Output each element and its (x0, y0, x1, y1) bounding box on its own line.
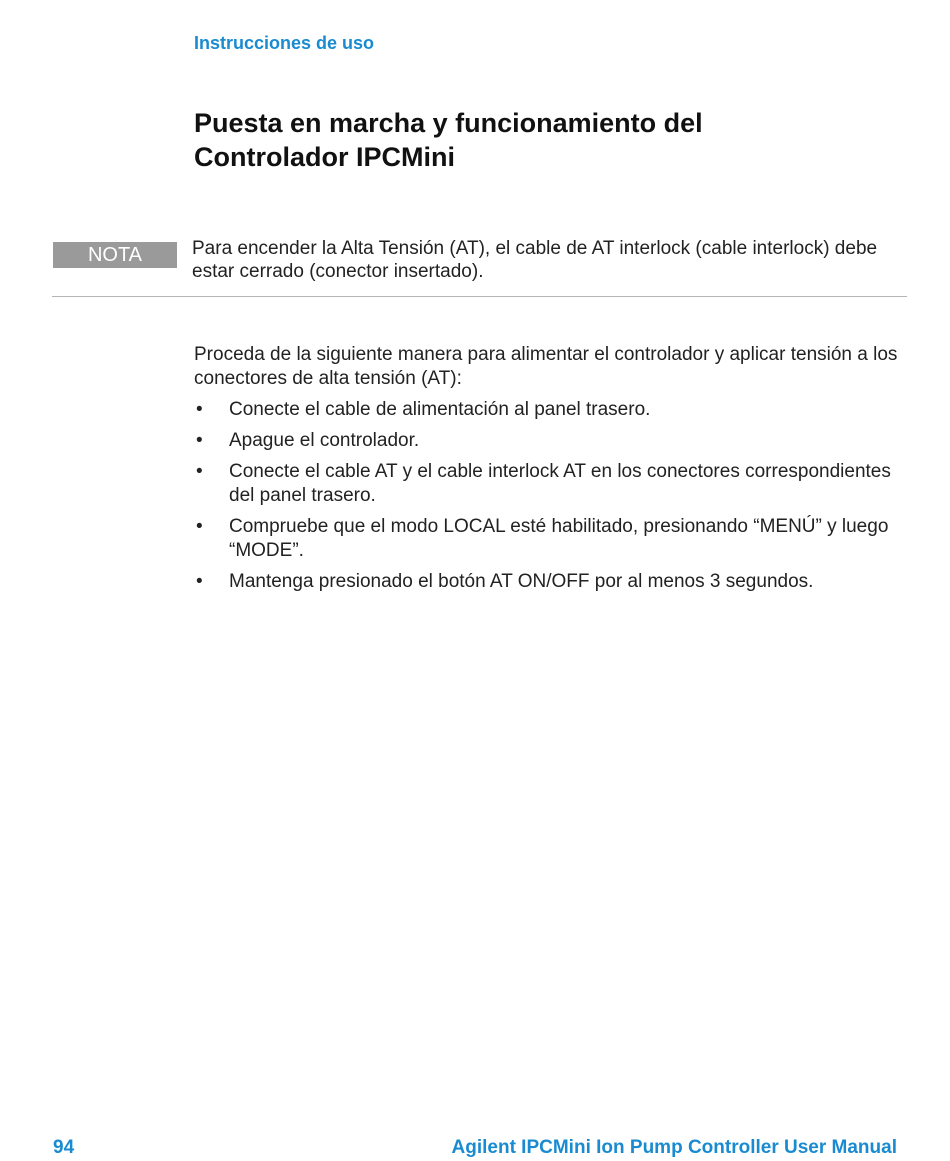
list-item (194, 515, 909, 563)
note-divider (52, 296, 907, 297)
bullet-icon: • (196, 516, 203, 537)
step-text: Conecte el cable AT y el cable interlock AT en los conectores correspondientes del panel trasero. (229, 461, 891, 506)
note-label: NOTA (53, 242, 177, 268)
section-header: Instrucciones de uso (194, 33, 375, 53)
list-item (194, 398, 909, 422)
step-text: Conecte el cable de alimentación al panel trasero. (229, 399, 651, 420)
bullet-icon: • (196, 461, 203, 482)
page-number: 94 (53, 1137, 75, 1158)
bullet-icon: • (196, 430, 203, 451)
page-title: Puesta en marcha y funcionamiento del Controlador IPCMini (194, 108, 703, 172)
bullet-icon: • (196, 571, 203, 592)
step-text: Mantenga presionado el botón AT ON/OFF por al menos 3 segundos. (229, 571, 814, 592)
step-text: Compruebe que el modo LOCAL esté habilitado, presionando “MENÚ” y luego “MODE”. (229, 516, 889, 561)
steps-list (194, 398, 909, 601)
list-item (194, 460, 909, 508)
note-text: Para encender la Alta Tensión (AT), el cable de AT interlock (cable interlock) debe estar cerrado (conector insertado). (192, 238, 878, 282)
bullet-icon: • (196, 399, 203, 420)
list-item (194, 429, 909, 453)
manual-title: Agilent IPCMini Ion Pump Controller User Manual (451, 1137, 897, 1158)
intro-paragraph: Proceda de la siguiente manera para alimentar el controlador y aplicar tensión a los conectores de alta tensión (AT): (194, 344, 898, 389)
step-text: Apague el controlador. (229, 430, 420, 451)
list-item (194, 570, 909, 594)
